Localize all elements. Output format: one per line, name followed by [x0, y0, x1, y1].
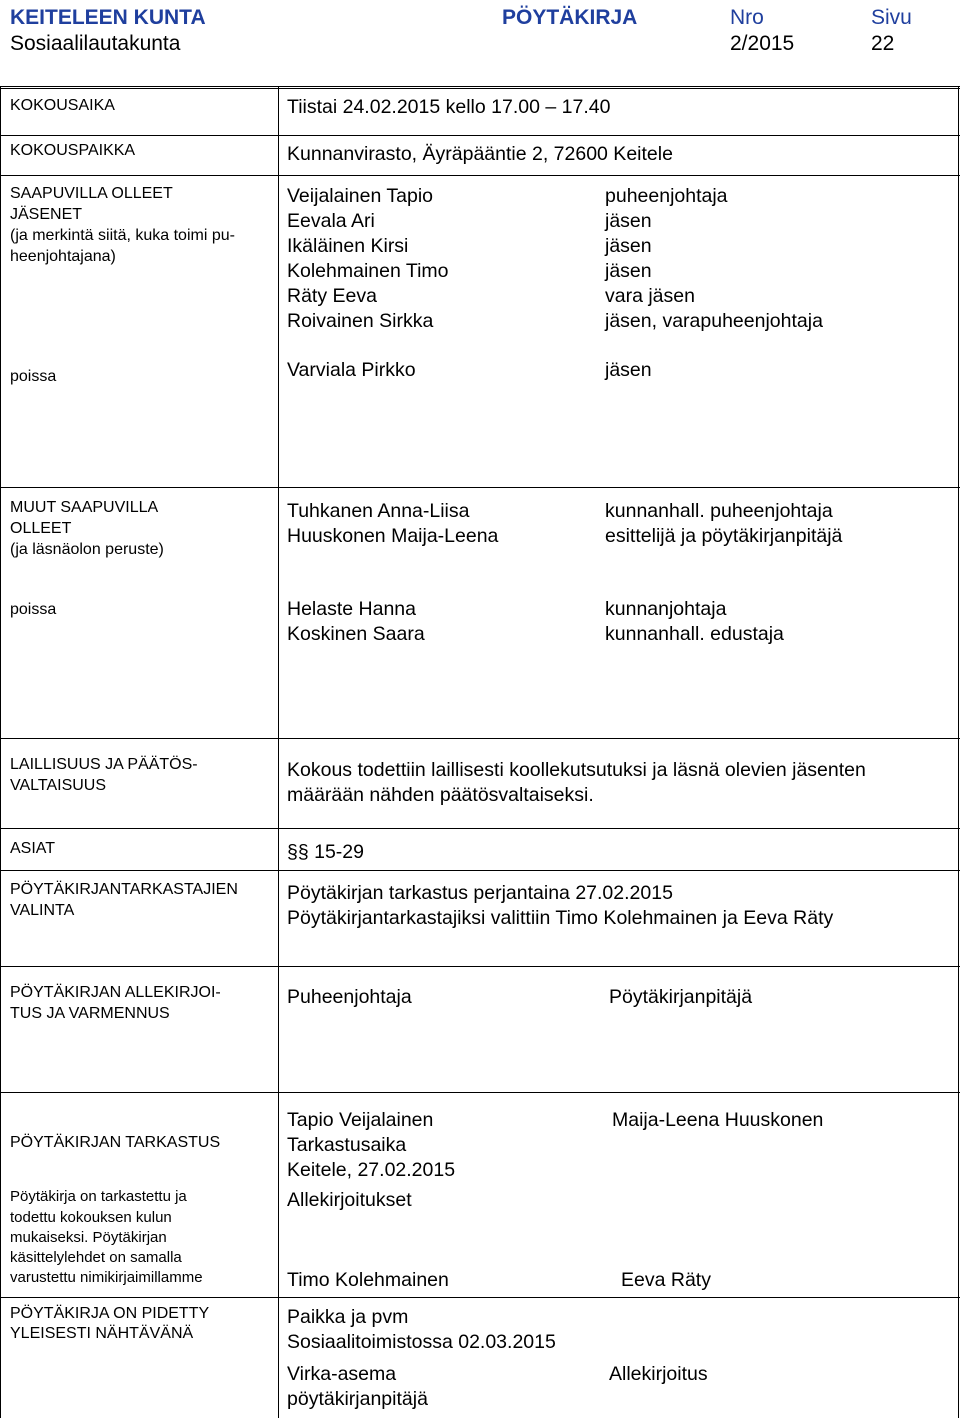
- nro-label: Nro: [730, 6, 764, 29]
- org-name: KEITELEEN KUNTA: [10, 6, 206, 29]
- sivu-value: 22: [871, 32, 895, 55]
- kokouspaikka-value: Kunnanvirasto, Äyräpääntie 2, 72600 Keitele: [287, 143, 673, 165]
- rule: [0, 86, 1, 1418]
- virka-label: Virka-asema: [287, 1363, 397, 1385]
- secretary-role: Pöytäkirjanpitäjä: [609, 986, 753, 1008]
- rule: [958, 86, 959, 1418]
- laillisuus-label: VALTAISUUS: [10, 777, 107, 794]
- tarkastajat-text: Pöytäkirjantarkastajiksi valittiin Timo Kolehmainen ja Eeva Räty: [287, 907, 834, 929]
- chairman-role: Puheenjohtaja: [287, 986, 412, 1008]
- tarkastus-note: mukaiseksi. Pöytäkirjan: [10, 1229, 167, 1246]
- tarkastus-note: Pöytäkirja on tarkastettu ja: [10, 1188, 187, 1205]
- member-absent-role: jäsen: [605, 359, 652, 381]
- tarkastus-label: PÖYTÄKIRJAN TARKASTUS: [10, 1134, 221, 1151]
- rule: [0, 828, 960, 829]
- member-name: Ikäläinen Kirsi: [287, 235, 409, 257]
- others-absent-label: poissa: [10, 601, 57, 618]
- kokousaika-value: Tiistai 24.02.2015 kello 17.00 – 17.40: [287, 96, 611, 118]
- tarkastajat-text: Pöytäkirjan tarkastus perjantaina 27.02.2015: [287, 882, 673, 904]
- laillisuus-label: LAILLISUUS JA PÄÄTÖS-: [10, 756, 198, 773]
- other-role: esittelijä ja pöytäkirjanpitäjä: [605, 525, 843, 547]
- paikka-value: Sosiaalitoimistossa 02.03.2015: [287, 1331, 556, 1353]
- member-role: jäsen, varapuheenjohtaja: [605, 310, 823, 332]
- other-absent-name: Koskinen Saara: [287, 623, 425, 645]
- other-absent-role: kunnanjohtaja: [605, 598, 727, 620]
- tarkastus-note: varustettu nimikirjaimillamme: [10, 1269, 203, 1286]
- nro-value: 2/2015: [730, 32, 795, 55]
- members-absent-label: poissa: [10, 368, 57, 385]
- member-role: vara jäsen: [605, 285, 695, 307]
- member-role: jäsen: [605, 210, 652, 232]
- tarkastusaika-value: Keitele, 27.02.2015: [287, 1159, 456, 1181]
- member-name: Räty Eeva: [287, 285, 377, 307]
- allekirjoitus-label: TUS JA VARMENNUS: [10, 1005, 170, 1022]
- chairman-name: Tapio Veijalainen: [287, 1109, 434, 1131]
- rule: [278, 86, 279, 1418]
- rule: [0, 135, 960, 136]
- kokousaika-label: KOKOUSAIKA: [10, 97, 115, 114]
- member-role: puheenjohtaja: [605, 185, 728, 207]
- allekirjoitus-label: PÖYTÄKIRJAN ALLEKIRJOI-: [10, 984, 221, 1001]
- nahtavana-label: PÖYTÄKIRJA ON PIDETTY: [10, 1305, 210, 1322]
- others-label: MUUT SAAPUVILLA: [10, 499, 159, 516]
- rule: [0, 487, 960, 488]
- kokouspaikka-label: KOKOUSPAIKKA: [10, 142, 136, 159]
- inspector-signature: Timo Kolehmainen: [287, 1269, 449, 1291]
- rule: [0, 870, 960, 871]
- sivu-label: Sivu: [871, 6, 912, 29]
- secretary-name: Maija-Leena Huuskonen: [612, 1109, 824, 1131]
- members-label: heenjohtajana): [10, 248, 116, 265]
- members-label: (ja merkintä siitä, kuka toimi pu-: [10, 227, 235, 244]
- rule: [0, 1297, 960, 1298]
- member-role: jäsen: [605, 260, 652, 282]
- allekirjoitus-field-label: Allekirjoitus: [609, 1363, 708, 1385]
- tarkastus-note: käsittelylehdet on samalla: [10, 1249, 182, 1266]
- rule: [0, 1092, 960, 1093]
- member-name: Kolehmainen Timo: [287, 260, 449, 282]
- virka-value: pöytäkirjanpitäjä: [287, 1388, 428, 1410]
- rule: [0, 86, 960, 87]
- other-role: kunnanhall. puheenjohtaja: [605, 500, 833, 522]
- paikka-label: Paikka ja pvm: [287, 1306, 409, 1328]
- other-name: Tuhkanen Anna-Liisa: [287, 500, 470, 522]
- inspector-signature: Eeva Räty: [621, 1269, 711, 1291]
- rule: [0, 966, 960, 967]
- tarkastusaika-label: Tarkastusaika: [287, 1134, 407, 1156]
- member-name: Eevala Ari: [287, 210, 375, 232]
- member-name: Roivainen Sirkka: [287, 310, 434, 332]
- tarkastajat-label: VALINTA: [10, 902, 75, 919]
- laillisuus-text: Kokous todettiin laillisesti koollekutsutuksi ja läsnä olevien jäsenten: [287, 759, 866, 781]
- laillisuus-text: määrään nähden päätösvaltaiseksi.: [287, 784, 594, 806]
- department-name: Sosiaalilautakunta: [10, 32, 181, 55]
- document-type: PÖYTÄKIRJA: [502, 6, 638, 29]
- allekirjoitukset-label: Allekirjoitukset: [287, 1189, 412, 1211]
- members-label: SAAPUVILLA OLLEET: [10, 185, 173, 202]
- member-absent-name: Varviala Pirkko: [287, 359, 416, 381]
- members-label: JÄSENET: [10, 206, 83, 223]
- other-absent-name: Helaste Hanna: [287, 598, 416, 620]
- tarkastus-note: todettu kokouksen kulun: [10, 1209, 172, 1226]
- rule: [0, 738, 960, 739]
- other-name: Huuskonen Maija-Leena: [287, 525, 499, 547]
- asiat-label: ASIAT: [10, 840, 56, 857]
- member-role: jäsen: [605, 235, 652, 257]
- rule: [0, 88, 960, 89]
- others-label: OLLEET: [10, 520, 72, 537]
- others-label: (ja läsnäolon peruste): [10, 541, 164, 558]
- tarkastajat-label: PÖYTÄKIRJANTARKASTAJIEN: [10, 881, 238, 898]
- asiat-value: §§ 15-29: [287, 841, 364, 863]
- nahtavana-label: YLEISESTI NÄHTÄVÄNÄ: [10, 1325, 194, 1342]
- rule: [0, 175, 960, 176]
- other-absent-role: kunnanhall. edustaja: [605, 623, 784, 645]
- member-name: Veijalainen Tapio: [287, 185, 434, 207]
